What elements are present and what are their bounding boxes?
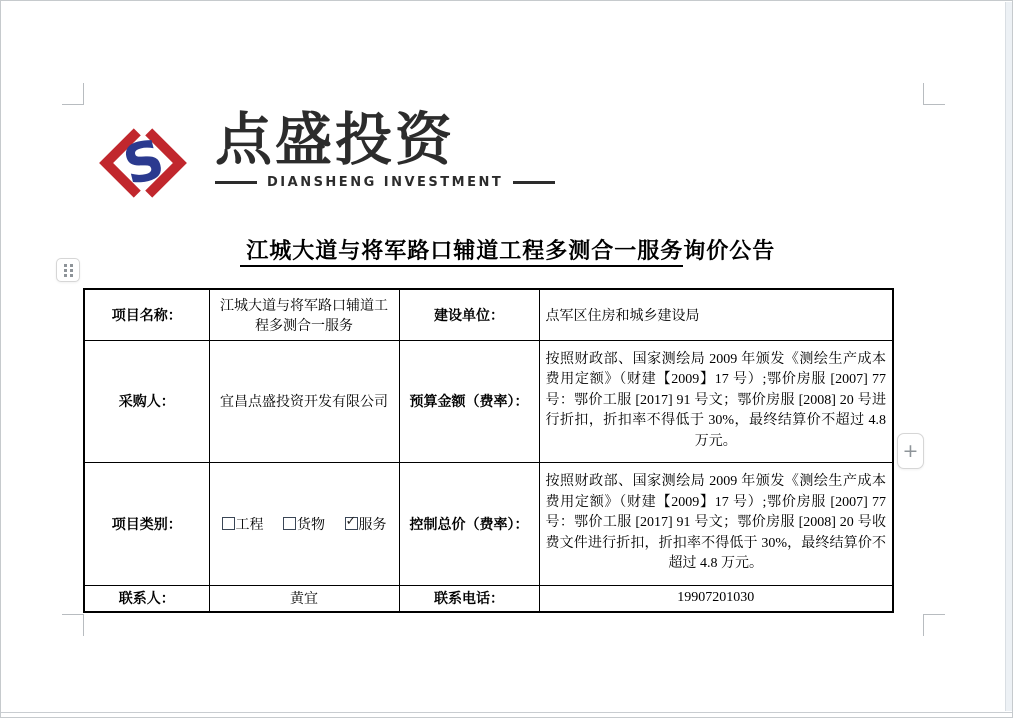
logo-name-en: DIANSHENG INVESTMENT bbox=[267, 175, 504, 190]
cell-budget-value[interactable]: 按照财政部、国家测绘局 2009 年颁发《测绘生产成本费用定额》（财建【2009】17 号）;鄂价房服 [2007] 77 号：鄂价工服 [2017] 91 号文；鄂价房服 [2008] 20 号进行折扣，折扣率不得低于 30%，最终结算价不超过 4.8 万元。 bbox=[539, 340, 893, 462]
checkbox-label: 货物 bbox=[297, 517, 325, 533]
logo-name-en-line bbox=[215, 175, 555, 190]
logo-text-block bbox=[215, 109, 555, 190]
checkbox-label: 服务 bbox=[358, 517, 387, 533]
page-bottom-divider bbox=[1, 712, 1013, 713]
cell-budget-label[interactable]: 预算金额（费率）： bbox=[399, 340, 539, 462]
cell-project-name-label[interactable]: 项目名称： bbox=[84, 289, 209, 340]
cell-control-price-label[interactable]: 控制总价（费率）： bbox=[399, 462, 539, 585]
table-row bbox=[84, 340, 893, 462]
cell-phone-value[interactable]: 19907201030 bbox=[539, 585, 893, 612]
cell-phone-label[interactable]: 联系电话： bbox=[399, 585, 539, 612]
cell-contact-label[interactable]: 联系人： bbox=[84, 585, 209, 612]
margin-crop-mark-top-left bbox=[62, 83, 84, 105]
checkbox-unchecked-icon[interactable] bbox=[222, 517, 235, 530]
company-logo bbox=[87, 109, 555, 217]
cell-project-name-value[interactable]: 江城大道与将军路口辅道工程多测合一服务 bbox=[209, 289, 399, 340]
title-underlined: 江城大道与将军路口辅道工程多测合一服务 bbox=[240, 238, 684, 267]
title-plain: 询价公告 bbox=[683, 238, 776, 263]
checkbox-item-goods[interactable] bbox=[283, 514, 325, 534]
cell-purchaser-label[interactable]: 采购人： bbox=[84, 340, 209, 462]
cell-category-label[interactable]: 项目类别： bbox=[84, 462, 209, 585]
logo-name-cn: 点盛投资 bbox=[215, 107, 455, 173]
margin-crop-mark-top-right bbox=[923, 83, 945, 105]
cell-purchaser-value[interactable]: 宜昌点盛投资开发有限公司 bbox=[209, 340, 399, 462]
checkbox-item-engineering[interactable] bbox=[222, 514, 264, 534]
plus-icon: + bbox=[902, 440, 919, 462]
checkbox-unchecked-icon[interactable] bbox=[283, 517, 296, 530]
svg-text:S: S bbox=[117, 127, 171, 198]
vertical-scrollbar[interactable] bbox=[1005, 2, 1013, 711]
cell-construction-unit-value[interactable]: 点军区住房和城乡建设局 bbox=[539, 289, 893, 340]
grip-dots-icon bbox=[64, 264, 73, 277]
insert-plus-button[interactable] bbox=[897, 433, 924, 469]
diamond-s-logo-icon bbox=[87, 109, 199, 217]
logo-dash-right bbox=[513, 181, 555, 184]
checkbox-checked-icon[interactable] bbox=[345, 517, 358, 530]
checkbox-label: 工程 bbox=[235, 517, 264, 533]
table-row bbox=[84, 289, 893, 340]
notice-table bbox=[83, 288, 894, 613]
checkbox-item-services[interactable] bbox=[345, 514, 387, 534]
margin-crop-mark-bottom-right bbox=[923, 614, 945, 636]
logo-dash-left bbox=[215, 181, 257, 184]
table-row bbox=[84, 462, 893, 585]
category-checkbox-row bbox=[216, 514, 393, 534]
document-title bbox=[1, 234, 1013, 265]
cell-contact-value[interactable]: 黄宜 bbox=[209, 585, 399, 612]
cell-construction-unit-label[interactable]: 建设单位： bbox=[399, 289, 539, 340]
cell-category-value bbox=[209, 462, 399, 585]
margin-crop-mark-bottom-left bbox=[62, 614, 84, 636]
cell-control-price-value[interactable]: 按照财政部、国家测绘局 2009 年颁发《测绘生产成本费用定额》（财建【2009】17 号）;鄂价房服 [2007] 77 号：鄂价工服 [2017] 91 号文；鄂价房服 [2008] 20 号收费文件进行折扣，折扣率不得低于 30%，最终结算价不超过 4.8 万元。 bbox=[539, 462, 893, 585]
table-row bbox=[84, 585, 893, 612]
